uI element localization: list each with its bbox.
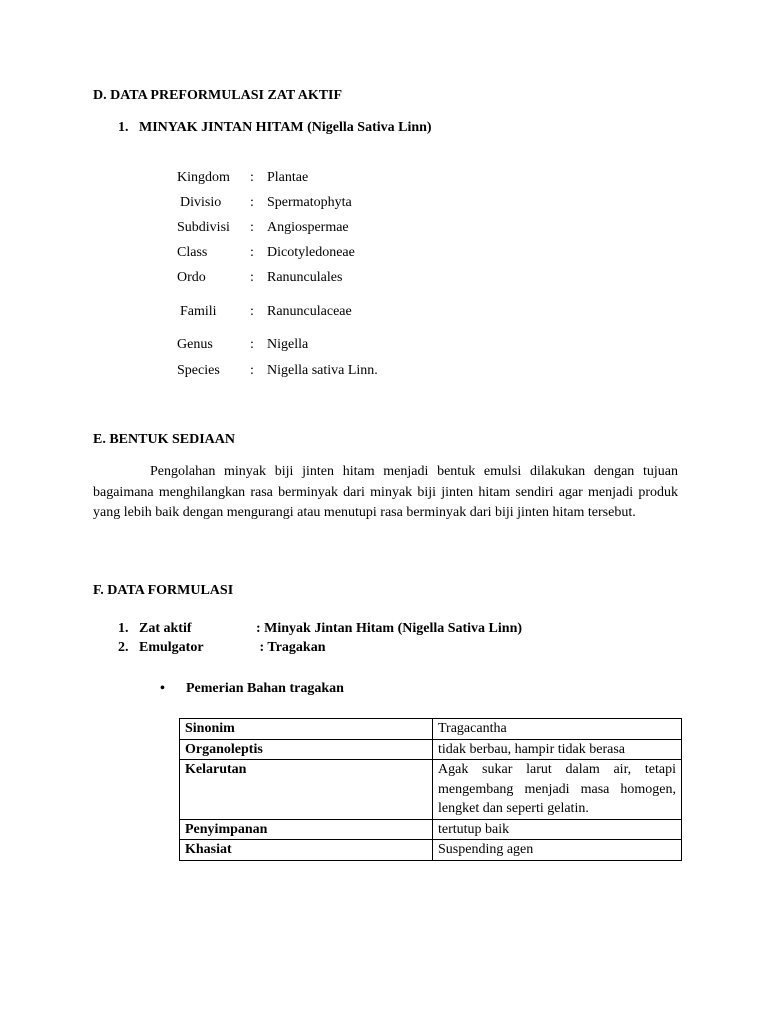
formulation-item-active [118,621,522,637]
table-key: Khasiat [180,840,433,861]
table-key: Sinonim [180,719,433,740]
taxonomy-value: Angiospermae [267,220,349,235]
taxonomy-value: Nigella sativa Linn. [267,363,378,378]
taxonomy-rank: Famili [180,304,217,319]
taxonomy-rank: Genus [177,337,213,352]
table-key: Organoleptis [180,739,433,760]
item-label: Emulgator [139,640,204,655]
taxonomy-rank: Divisio [180,195,222,210]
taxonomy-rank: Subdivisi [177,220,230,235]
taxonomy-value: Dicotyledoneae [267,245,355,260]
dosage-form-paragraph: Pengolahan minyak biji jinten hitam menjadi bentuk emulsi dilakukan dengan tujuan bagaimana menghilangkan rasa berminyak dari minyak biji jinten hitam sendiri agar menjadi produk yang lebih baik dengan mengurangi atau menutupi rasa berminyak dari biji jinten hitam tersebut. [93,464,678,520]
taxonomy-colon: : [250,363,254,378]
taxonomy-value: Plantae [267,170,309,185]
section-e-heading: E. BENTUK SEDIAAN [93,432,235,447]
table-value: Tragacantha [433,719,682,740]
taxonomy-value: Nigella [267,337,309,352]
item-number: 2. [118,640,129,655]
active-ingredient-title [118,120,432,136]
table-value: Suspending agen [433,840,682,861]
taxonomy-rank: Class [177,245,208,260]
bullet-title: Pemerian Bahan tragakan [186,681,344,696]
taxonomy-value: Spermatophyta [267,195,352,210]
taxonomy-colon: : [250,220,254,235]
table-row [180,819,682,840]
item-value: : Minyak Jintan Hitam (Nigella Sativa Linn) [256,621,523,636]
section-f-heading: F. DATA FORMULASI [93,583,234,598]
bullet-heading [160,681,344,697]
taxonomy-colon: : [250,337,254,352]
tragacanth-properties-table [179,718,682,861]
taxonomy-rank: Species [177,363,220,378]
taxonomy-colon: : [250,195,254,210]
table-key: Penyimpanan [180,819,433,840]
taxonomy-value: Ranunculales [267,270,343,285]
section-d-heading: D. DATA PREFORMULASI ZAT AKTIF [93,88,343,103]
taxonomy-colon: : [250,304,254,319]
table-value: tidak berbau, hampir tidak berasa [433,739,682,760]
taxonomy-colon: : [250,170,254,185]
table-value: Agak sukar larut dalam air, tetapi mengembang menjadi masa homogen, lengket dan seperti gelatin. [433,760,682,820]
table-row [180,760,682,820]
table-row [180,719,682,740]
taxonomy-value: Ranunculaceae [267,304,352,319]
table-key: Kelarutan [180,760,433,820]
table-row [180,840,682,861]
item-value: : Tragakan [256,640,326,655]
formulation-item-emulsifier [118,640,326,656]
taxonomy-colon: : [250,270,254,285]
table-row [180,739,682,760]
taxonomy-rank: Kingdom [177,170,230,185]
item-number: 1. [118,621,129,636]
taxonomy-colon: : [250,245,254,260]
bullet-icon: • [160,681,165,696]
taxonomy-rank: Ordo [177,270,206,285]
item-label: Zat aktif [139,621,192,636]
item-number: 1. [118,120,129,135]
item-title: MINYAK JINTAN HITAM (Nigella Sativa Linn) [139,120,432,135]
table-value: tertutup baik [433,819,682,840]
